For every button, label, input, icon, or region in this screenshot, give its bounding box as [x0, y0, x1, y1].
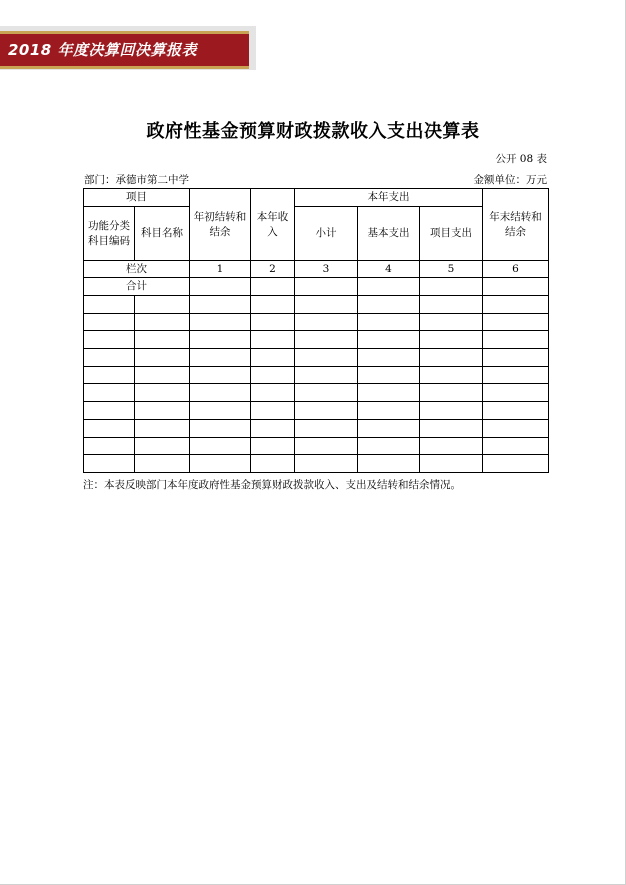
table-cell [358, 331, 420, 349]
table-cell [84, 437, 135, 455]
table-cell [420, 419, 483, 437]
table-cell [358, 402, 420, 420]
table-cell [135, 402, 190, 420]
table-cell [251, 437, 295, 455]
column-index-label: 栏次 [84, 261, 190, 278]
table-cell [358, 296, 420, 314]
table-cell [358, 419, 420, 437]
table-cell [251, 296, 295, 314]
budget-table [83, 188, 549, 473]
table-cell [295, 349, 358, 367]
table-note: 注：本表反映部门本年度政府性基金预算财政拨款收入、支出及结转和结余情况。 [83, 479, 461, 491]
table-cell [420, 349, 483, 367]
table-cell [295, 437, 358, 455]
table-cell [135, 455, 190, 473]
header-annual-expenditure: 本年支出 [295, 189, 483, 207]
table-cell [84, 331, 135, 349]
table-cell [483, 296, 549, 314]
table-row [84, 313, 549, 331]
table-cell [190, 366, 251, 384]
table-cell [358, 384, 420, 402]
column-index-1: 1 [190, 261, 251, 278]
table-cell [420, 296, 483, 314]
table-cell [358, 349, 420, 367]
header-func-code: 功能分类科目编码 [84, 207, 135, 261]
table-cell [251, 419, 295, 437]
header-closing-balance: 年末结转和结余 [483, 189, 549, 261]
table-row [84, 402, 549, 420]
table-cell [483, 331, 549, 349]
column-index-6: 6 [483, 261, 549, 278]
table-cell [483, 313, 549, 331]
table-cell [190, 313, 251, 331]
table-cell [483, 437, 549, 455]
table-cell [420, 313, 483, 331]
column-index-5: 5 [420, 261, 483, 278]
department-label: 部门：承德市第二中学 [84, 174, 189, 186]
table-cell [135, 313, 190, 331]
table-cell [190, 437, 251, 455]
table-cell [483, 366, 549, 384]
table-row [84, 384, 549, 402]
table-cell [483, 278, 549, 296]
header-annual-income: 本年收入 [251, 189, 295, 261]
table-cell [295, 296, 358, 314]
table-cell [420, 402, 483, 420]
table-cell [295, 419, 358, 437]
table-cell [295, 402, 358, 420]
table-cell [420, 278, 483, 296]
table-cell [135, 296, 190, 314]
table-cell [420, 437, 483, 455]
unit-label: 金额单位：万元 [473, 174, 547, 186]
table-cell [295, 366, 358, 384]
table-cell [483, 402, 549, 420]
table-row [84, 419, 549, 437]
column-index-4: 4 [358, 261, 420, 278]
table-cell [84, 402, 135, 420]
table-row [84, 366, 549, 384]
header-item: 项目 [84, 189, 190, 207]
table-cell [135, 419, 190, 437]
empty-rows [84, 296, 549, 473]
table-cell [251, 349, 295, 367]
table-cell [251, 455, 295, 473]
header-opening-balance: 年初结转和结余 [190, 189, 251, 261]
header-basic-expenditure: 基本支出 [358, 207, 420, 261]
table-cell [420, 455, 483, 473]
table-cell [84, 349, 135, 367]
table-cell [420, 331, 483, 349]
table-cell [135, 331, 190, 349]
table-cell [295, 313, 358, 331]
table-code: 公开 08 表 [495, 153, 547, 165]
table-cell [483, 455, 549, 473]
column-index-2: 2 [251, 261, 295, 278]
table-cell [251, 366, 295, 384]
table-cell [135, 437, 190, 455]
table-cell [251, 384, 295, 402]
header-subtotal: 小计 [295, 207, 358, 261]
table-cell [483, 384, 549, 402]
table-cell [295, 455, 358, 473]
table-cell [251, 278, 295, 296]
table-cell [190, 455, 251, 473]
table-cell [251, 313, 295, 331]
page-title: 政府性基金预算财政拨款收入支出决算表 [146, 121, 480, 142]
table-cell [190, 402, 251, 420]
table-cell [190, 419, 251, 437]
table-row [84, 296, 549, 314]
table-cell [84, 296, 135, 314]
total-label: 合计 [84, 278, 190, 296]
table-cell [483, 419, 549, 437]
table-cell [358, 437, 420, 455]
table-cell [135, 384, 190, 402]
table-cell [295, 384, 358, 402]
table-cell [190, 296, 251, 314]
table-cell [190, 278, 251, 296]
table-row [84, 437, 549, 455]
report-banner: 2018 年度决算回决算报表 [0, 31, 249, 69]
total-row [84, 278, 549, 296]
table-cell [420, 384, 483, 402]
table-cell [135, 349, 190, 367]
table-row [84, 331, 549, 349]
table-cell [190, 384, 251, 402]
table-row [84, 455, 549, 473]
table-cell [358, 455, 420, 473]
column-index-3: 3 [295, 261, 358, 278]
table-cell [84, 313, 135, 331]
table-cell [358, 366, 420, 384]
header-project-expenditure: 项目支出 [420, 207, 483, 261]
table-row [84, 349, 549, 367]
table-cell [358, 278, 420, 296]
table-cell [190, 331, 251, 349]
table-cell [295, 278, 358, 296]
header-subject-name: 科目名称 [135, 207, 190, 261]
table-cell [483, 349, 549, 367]
table-cell [251, 402, 295, 420]
table-cell [190, 349, 251, 367]
table-cell [84, 455, 135, 473]
table-cell [135, 366, 190, 384]
table-cell [420, 366, 483, 384]
table-cell [84, 384, 135, 402]
table-cell [84, 366, 135, 384]
table-cell [251, 331, 295, 349]
table-cell [84, 419, 135, 437]
table-cell [358, 313, 420, 331]
table-cell [295, 331, 358, 349]
